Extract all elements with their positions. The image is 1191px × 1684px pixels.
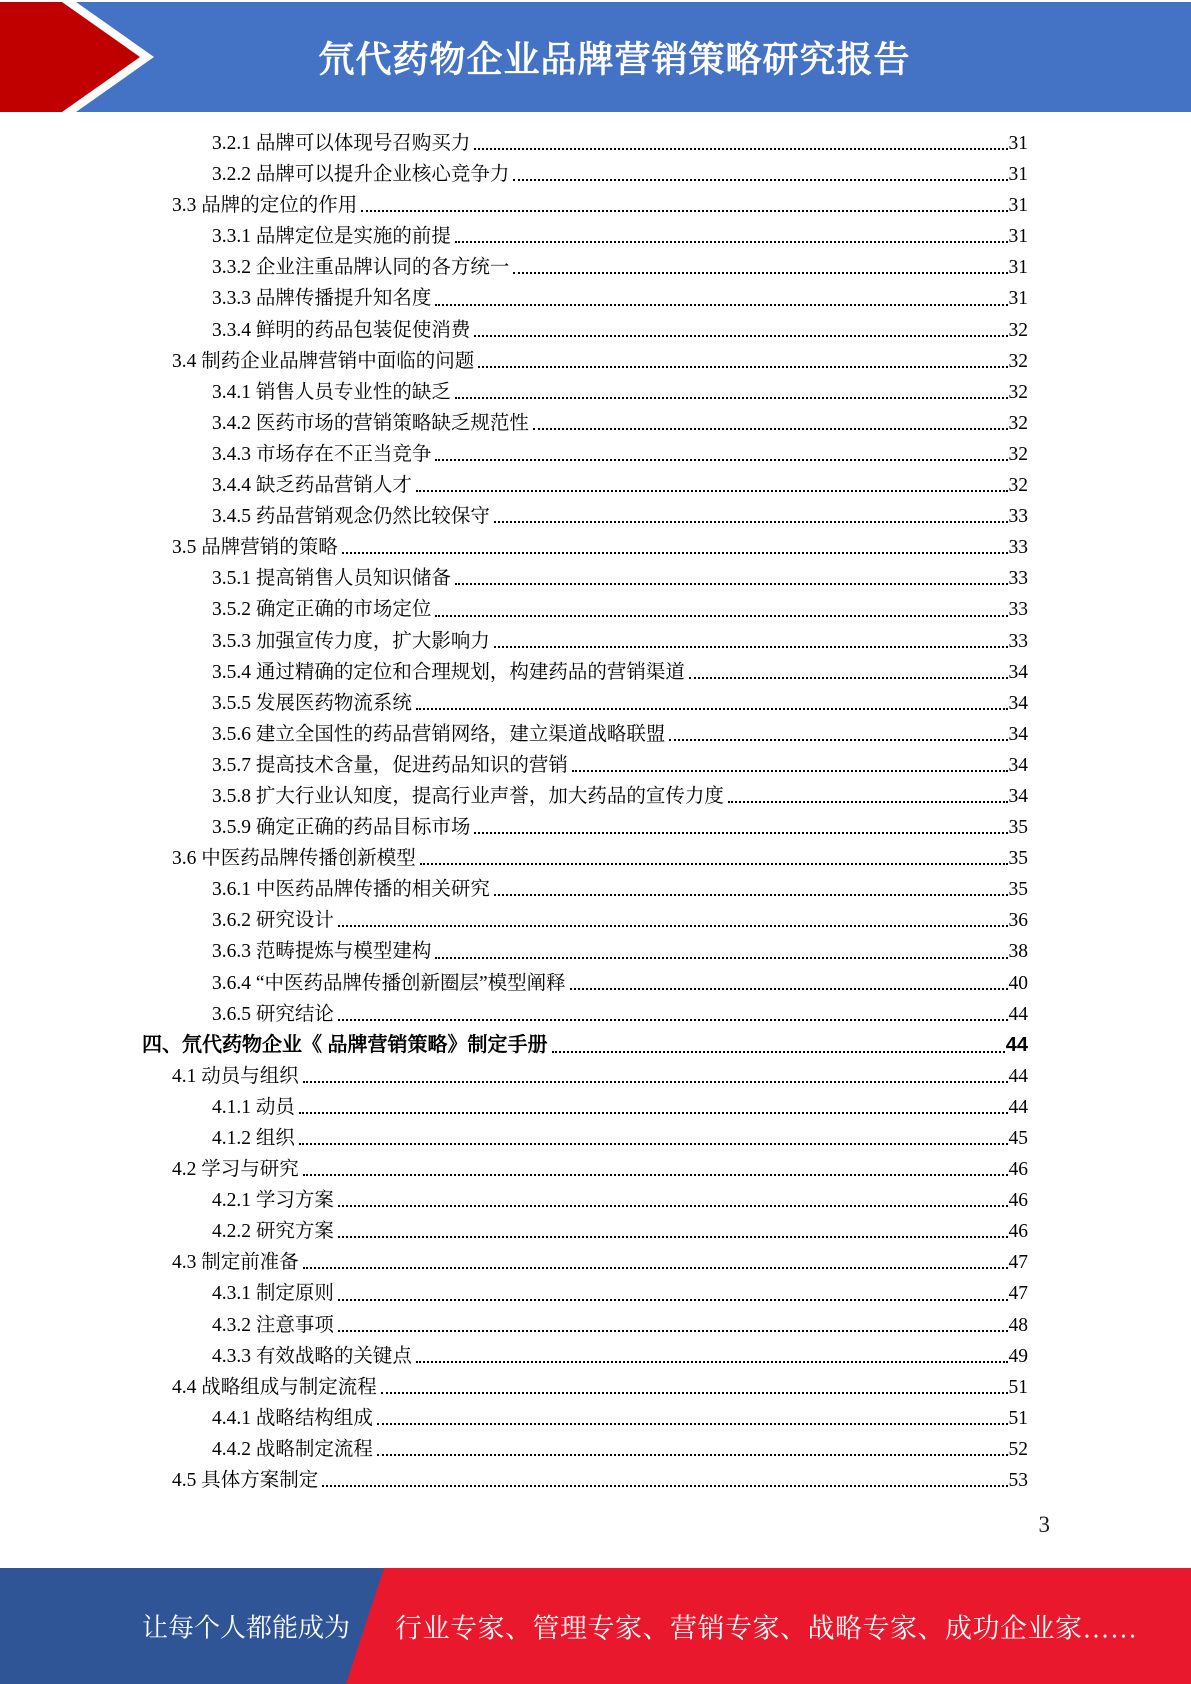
toc-entry: [142, 563, 1028, 594]
toc-entry: [142, 1154, 1028, 1185]
toc-entry-page-number: 46: [1008, 1190, 1028, 1212]
toc-entry-page-number: 34: [1008, 692, 1028, 714]
toc-entry: [142, 377, 1028, 408]
toc-entry-label: 3.5.7 提高技术含量，促进药品知识的营销: [212, 754, 568, 776]
toc-entry-page-number: 31: [1008, 195, 1028, 217]
toc-entry: [142, 999, 1028, 1030]
dot-leader: [435, 304, 1007, 306]
toc-entry-label: 3.3.1 品牌定位是实施的前提: [212, 226, 451, 248]
toc-entry-label: 4.3.1 制定原则: [212, 1283, 334, 1305]
toc-entry: [142, 1465, 1028, 1496]
table-of-contents: [142, 128, 1028, 1496]
toc-entry-label: 4.2.1 学习方案: [212, 1190, 334, 1212]
toc-entry-label: 3.4.1 销售人员专业性的缺乏: [212, 381, 451, 403]
toc-entry-label: 3.3.2 企业注重品牌认同的各方统一: [212, 257, 510, 279]
dot-leader: [338, 1299, 1008, 1301]
dot-leader: [552, 1051, 1005, 1053]
dot-leader: [303, 1081, 1008, 1083]
dot-leader: [338, 1330, 1008, 1332]
toc-entry-page-number: 32: [1008, 412, 1028, 434]
toc-entry: [142, 1185, 1028, 1216]
toc-entry-page-number: 31: [1008, 288, 1028, 310]
toc-entry: [142, 1123, 1028, 1154]
toc-entry-page-number: 33: [1008, 506, 1028, 528]
toc-entry-page-number: 46: [1008, 1221, 1028, 1243]
toc-entry: [142, 1278, 1028, 1309]
toc-entry-page-number: 31: [1008, 226, 1028, 248]
toc-entry-page-number: 33: [1008, 537, 1028, 559]
dot-leader: [381, 1392, 1008, 1394]
toc-entry-page-number: 34: [1008, 785, 1028, 807]
dot-leader: [435, 459, 1007, 461]
toc-entry-label: 四、氘代药物企业《 品牌营销策略》制定手册: [142, 1033, 548, 1056]
toc-entry: [142, 1092, 1028, 1123]
toc-entry-label: 3.5.9 确定正确的药品目标市场: [212, 817, 471, 839]
toc-entry: [142, 594, 1028, 625]
toc-entry-page-number: 35: [1008, 848, 1028, 870]
dot-leader: [299, 1143, 1008, 1145]
toc-entry: [142, 315, 1028, 346]
toc-entry-label: 4.4.2 战略制定流程: [212, 1438, 373, 1460]
toc-entry: [142, 626, 1028, 657]
dot-leader: [533, 428, 1008, 430]
toc-entry-page-number: 48: [1008, 1314, 1028, 1336]
toc-entry-page-number: 32: [1008, 381, 1028, 403]
dot-leader: [303, 1174, 1008, 1176]
toc-entry: [142, 501, 1028, 532]
toc-entry: [142, 936, 1028, 967]
toc-entry-label: 4.1.1 动员: [212, 1096, 295, 1118]
toc-entry-page-number: 44: [1008, 1003, 1028, 1025]
dot-leader: [570, 988, 1008, 990]
toc-entry: [142, 252, 1028, 283]
toc-entry: [142, 408, 1028, 439]
toc-entry-label: 3.4.2 医药市场的营销策略缺乏规范性: [212, 412, 529, 434]
dot-leader: [416, 708, 1008, 710]
toc-entry-page-number: 34: [1008, 661, 1028, 683]
toc-entry-page-number: 40: [1008, 972, 1028, 994]
toc-entry: [142, 1216, 1028, 1247]
toc-entry: [142, 159, 1028, 190]
dot-leader: [338, 1236, 1008, 1238]
dot-leader: [689, 677, 1008, 679]
dot-leader: [455, 241, 1008, 243]
dot-leader: [455, 397, 1008, 399]
toc-entry-label: 3.5.1 提高销售人员知识储备: [212, 568, 451, 590]
toc-entry-label: 3.5.6 建立全国性的药品营销网络，建立渠道战略联盟: [212, 723, 666, 745]
toc-entry: [142, 439, 1028, 470]
dot-leader: [338, 1205, 1008, 1207]
toc-entry: [142, 190, 1028, 221]
toc-entry: [142, 283, 1028, 314]
dot-leader: [377, 1423, 1008, 1425]
dot-leader: [572, 770, 1008, 772]
toc-entry-page-number: 35: [1008, 879, 1028, 901]
dot-leader: [513, 179, 1007, 181]
dot-leader: [435, 615, 1007, 617]
dot-leader: [474, 148, 1007, 150]
dot-leader: [299, 1112, 1008, 1114]
footer-slogan-right: 行业专家、管理专家、营销专家、战略专家、成功企业家……: [395, 1613, 1138, 1644]
toc-entry-page-number: 47: [1008, 1283, 1028, 1305]
toc-entry: [142, 1434, 1028, 1465]
toc-entry-page-number: 51: [1008, 1407, 1028, 1429]
toc-entry: [142, 905, 1028, 936]
dot-leader: [513, 272, 1007, 274]
toc-entry-label: 3.5.5 发展医药物流系统: [212, 692, 412, 714]
toc-entry-label: 3.4.4 缺乏药品营销人才: [212, 475, 412, 497]
dot-leader: [338, 925, 1008, 927]
toc-entry-label: 3.4.3 市场存在不正当竞争: [212, 443, 432, 465]
toc-entry-label: 3.6.3 范畴提炼与模型建构: [212, 941, 432, 963]
toc-entry-page-number: 32: [1008, 319, 1028, 341]
toc-entry: [142, 781, 1028, 812]
toc-entry-page-number: 51: [1008, 1376, 1028, 1398]
toc-entry: [142, 1061, 1028, 1092]
dot-leader: [303, 1267, 1008, 1269]
dot-leader: [361, 210, 1007, 212]
toc-entry: [142, 221, 1028, 252]
report-title: 氘代药物企业品牌营销策略研究报告: [318, 38, 911, 80]
toc-entry-page-number: 49: [1008, 1345, 1028, 1367]
dot-leader: [377, 1454, 1008, 1456]
toc-entry-label: 3.2.1 品牌可以体现号召购买力: [212, 133, 471, 154]
toc-entry-label: 3.5.2 确定正确的市场定位: [212, 599, 432, 621]
toc-entry-label: 4.3 制定前准备: [172, 1252, 299, 1274]
toc-entry-label: 4.3.2 注意事项: [212, 1314, 334, 1336]
toc-entry-label: 4.1 动员与组织: [172, 1065, 299, 1087]
toc-entry-label: 4.4 战略组成与制定流程: [172, 1376, 377, 1398]
toc-entry: [142, 1247, 1028, 1278]
toc-entry-page-number: 35: [1008, 817, 1028, 839]
toc-entry-page-number: 31: [1008, 164, 1028, 186]
toc-entry-label: 3.3.4 鲜明的药品包装促使消费: [212, 319, 471, 341]
dot-leader: [455, 583, 1008, 585]
toc-entry-page-number: 33: [1008, 630, 1028, 652]
dot-leader: [478, 366, 1007, 368]
toc-entry-page-number: 33: [1008, 568, 1028, 590]
toc-entry: [142, 128, 1028, 159]
toc-entry-page-number: 47: [1008, 1252, 1028, 1274]
dot-leader: [494, 646, 1008, 648]
toc-entry-label: 3.3 品牌的定位的作用: [172, 195, 358, 217]
toc-entry: [142, 1341, 1028, 1372]
toc-entry-label: 3.2.2 品牌可以提升企业核心竞争力: [212, 164, 510, 186]
toc-entry: [142, 1310, 1028, 1341]
toc-entry-page-number: 44: [1008, 1096, 1028, 1118]
toc-entry-page-number: 44: [1008, 1065, 1028, 1087]
toc-entry: [142, 968, 1028, 999]
toc-entry-label: 4.3.3 有效战略的关键点: [212, 1345, 412, 1367]
toc-entry-page-number: 31: [1008, 133, 1028, 154]
toc-entry-label: 4.4.1 战略结构组成: [212, 1407, 373, 1429]
toc-entry: [142, 719, 1028, 750]
toc-entry-label: 3.5.3 加强宣传力度，扩大影响力: [212, 630, 490, 652]
toc-entry-label: 3.5 品牌营销的策略: [172, 537, 338, 559]
footer-slogan-left: 让每个人都能成为: [142, 1613, 351, 1643]
dot-leader: [494, 521, 1008, 523]
toc-entry-page-number: 34: [1008, 723, 1028, 745]
dot-leader: [338, 1019, 1008, 1021]
toc-entry: [142, 750, 1028, 781]
dot-leader: [342, 552, 1008, 554]
report-header: [0, 2, 1191, 112]
toc-entry-page-number: 32: [1008, 475, 1028, 497]
toc-entry: [142, 1030, 1028, 1061]
toc-entry-page-number: 46: [1008, 1159, 1028, 1181]
dot-leader: [728, 801, 1008, 803]
toc-entry-page-number: 52: [1008, 1438, 1028, 1460]
toc-entry-page-number: 38: [1008, 941, 1028, 963]
dot-leader: [474, 335, 1007, 337]
toc-entry-label: 3.6.4 “中医药品牌传播创新圈层”模型阐释: [212, 972, 566, 994]
dot-leader: [322, 1485, 1007, 1487]
toc-entry-label: 4.2.2 研究方案: [212, 1221, 334, 1243]
toc-entry: [142, 843, 1028, 874]
toc-entry-label: 3.6.2 研究设计: [212, 910, 334, 932]
toc-entry-label: 4.1.2 组织: [212, 1128, 295, 1149]
toc-entry-page-number: 31: [1008, 257, 1028, 279]
toc-entry-page-number: 34: [1008, 754, 1028, 776]
toc-entry: [142, 1372, 1028, 1403]
toc-entry: [142, 874, 1028, 905]
toc-entry-label: 4.2 学习与研究: [172, 1159, 299, 1181]
toc-entry: [142, 1403, 1028, 1434]
dot-leader: [420, 863, 1008, 865]
toc-entry-label: 3.5.8 扩大行业认知度，提高行业声誉，加大药品的宣传力度: [212, 785, 724, 807]
toc-entry-page-number: 53: [1008, 1470, 1028, 1492]
toc-entry-page-number: 36: [1008, 910, 1028, 932]
toc-entry-label: 3.6.1 中医药品牌传播的相关研究: [212, 879, 490, 901]
page-number: 3: [1038, 1512, 1050, 1537]
toc-entry-page-number: 33: [1008, 599, 1028, 621]
dot-leader: [669, 739, 1007, 741]
toc-entry: [142, 532, 1028, 563]
page-footer: [0, 1568, 1191, 1684]
dot-leader: [435, 957, 1007, 959]
toc-entry-label: 4.5 具体方案制定: [172, 1470, 319, 1492]
toc-entry-label: 3.6 中医药品牌传播创新模型: [172, 848, 416, 870]
toc-entry-page-number: 32: [1008, 350, 1028, 372]
toc-entry: [142, 657, 1028, 688]
toc-entry: [142, 470, 1028, 501]
toc-entry: [142, 346, 1028, 377]
toc-entry-page-number: 44: [1005, 1033, 1028, 1056]
toc-entry-label: 3.5.4 通过精确的定位和合理规划，构建药品的营销渠道: [212, 661, 685, 683]
toc-entry-label: 3.6.5 研究结论: [212, 1003, 334, 1025]
toc-entry-label: 3.3.3 品牌传播提升知名度: [212, 288, 432, 310]
toc-entry-page-number: 45: [1008, 1128, 1028, 1149]
toc-entry-label: 3.4 制药企业品牌营销中面临的问题: [172, 350, 475, 372]
toc-entry: [142, 688, 1028, 719]
toc-entry: [142, 812, 1028, 843]
toc-entry-label: 3.4.5 药品营销观念仍然比较保守: [212, 506, 490, 528]
dot-leader: [474, 832, 1007, 834]
dot-leader: [416, 1361, 1008, 1363]
dot-leader: [494, 894, 1008, 896]
toc-entry-page-number: 32: [1008, 443, 1028, 465]
dot-leader: [416, 490, 1008, 492]
